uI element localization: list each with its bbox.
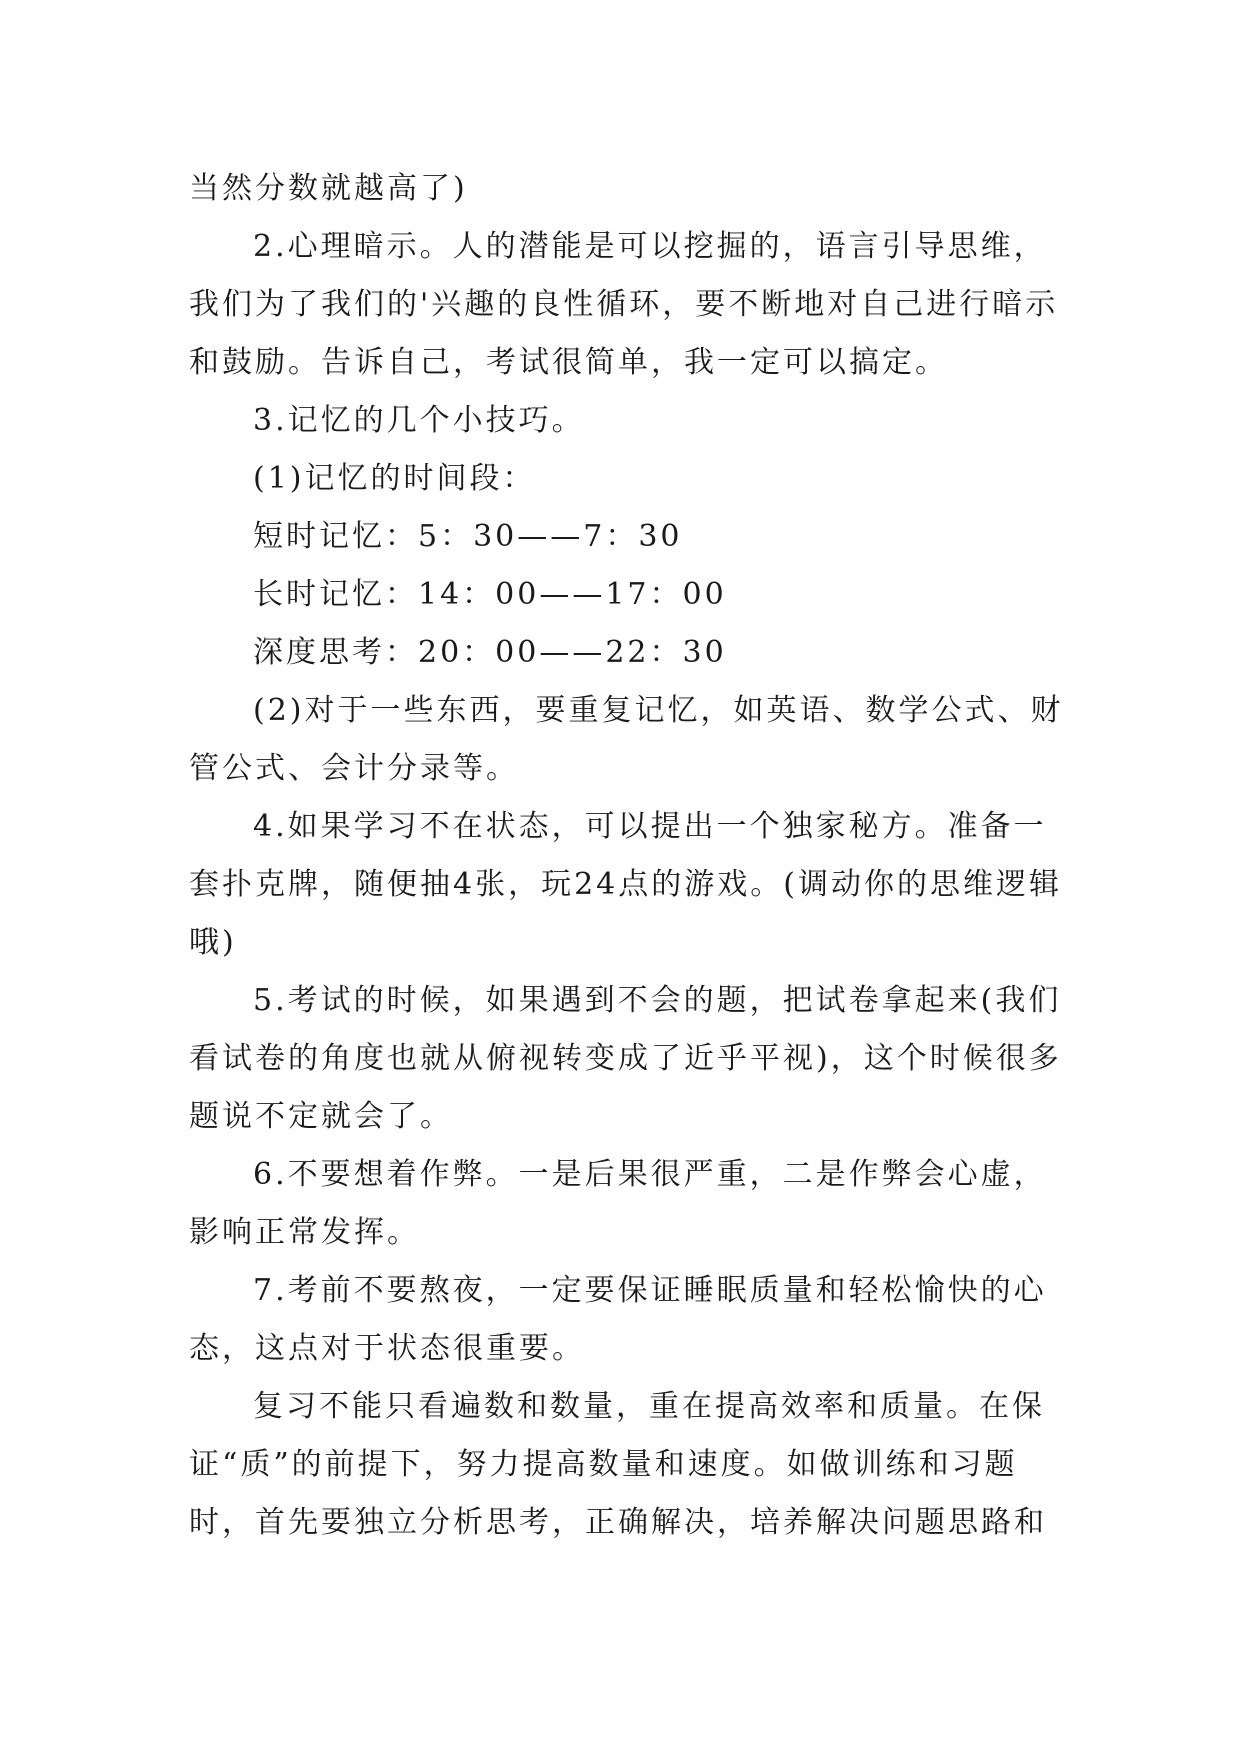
paragraph-review-advice: 复习不能只看遍数和数量，重在提高效率和质量。在保证“质”的前提下，努力提高数量和速度。如做训练和习题时，首先要独立分析思考，正确解决，培养解决问题思路和 [189, 1389, 1047, 1540]
paragraph-item-3: 3.记忆的几个小技巧。 [253, 403, 585, 438]
paragraph-item-4: 4.如果学习不在状态，可以提出一个独家秘方。准备一套扑克牌，随便抽4张，玩24点的游戏。(调动你的思维逻辑哦) [189, 809, 1062, 960]
document-body [189, 160, 1069, 1552]
paragraph-subitem-2: (2)对于一些东西，要重复记忆，如英语、数学公式、财管公式、会计分录等。 [189, 693, 1064, 786]
paragraph-continuation: 当然分数就越高了) [189, 171, 468, 206]
paragraph-short-term-memory: 短时记忆：5：30——7：30 [253, 519, 683, 554]
paragraph-item-2: 2.心理暗示。人的潜能是可以挖掘的，语言引导思维，我们为了我们的'兴趣的良性循环，要不断地对自己进行暗示和鼓励。告诉自己，考试很简单，我一定可以搞定。 [189, 229, 1059, 380]
paragraph-deep-thinking: 深度思考：20：00——22：30 [253, 635, 727, 670]
paragraph-item-7: 7.考前不要熬夜，一定要保证睡眠质量和轻松愉快的心态，这点对于状态很重要。 [189, 1273, 1047, 1366]
paragraph-item-6: 6.不要想着作弊。一是后果很严重，二是作弊会心虚，影响正常发挥。 [189, 1157, 1047, 1250]
paragraph-item-5: 5.考试的时候，如果遇到不会的题，把试卷拿起来(我们看试卷的角度也就从俯视转变成了近乎平视)，这个时候很多题说不定就会了。 [189, 983, 1062, 1134]
paragraph-long-term-memory: 长时记忆：14：00——17：00 [253, 577, 727, 612]
paragraph-subitem-1: (1)记忆的时间段： [253, 461, 536, 496]
